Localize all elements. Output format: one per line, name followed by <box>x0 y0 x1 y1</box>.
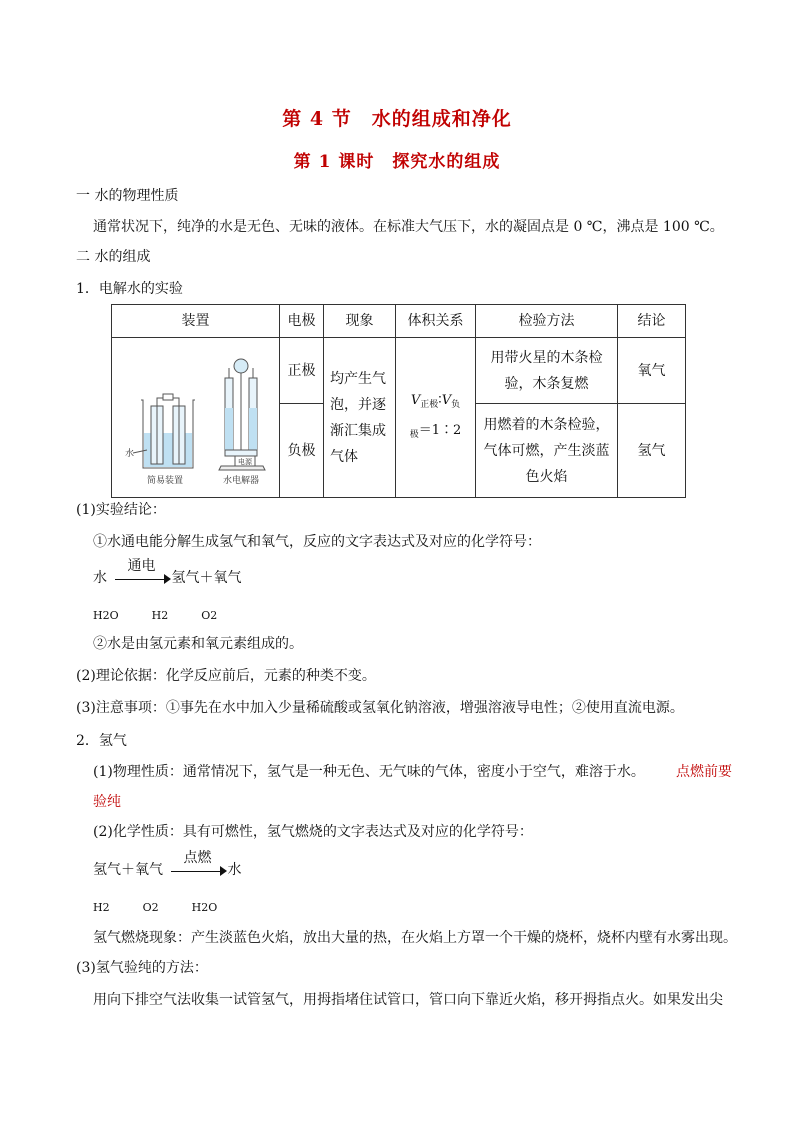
hydrogen-chemical: (2)化学性质：具有可燃性，氢气燃烧的文字表达式及对应的化学符号： <box>93 824 533 840</box>
eq1-symbols <box>93 606 217 626</box>
header-apparatus: 装置 <box>112 305 280 338</box>
conclusion-positive: 氧气 <box>618 338 686 404</box>
header-test: 检验方法 <box>476 305 618 338</box>
eq1-condition: 通电 <box>127 558 156 574</box>
simple-apparatus-label: 简易装置 <box>146 476 183 486</box>
eq1-sym-oxygen: O2 <box>201 609 218 622</box>
eq2-arrow <box>167 850 227 880</box>
eq2-sym-oxygen: O2 <box>142 901 159 914</box>
electrolysis-table <box>111 304 686 498</box>
electrode-positive: 正极 <box>280 338 324 404</box>
combustion-phenomenon: 氢气燃烧现象：产生淡蓝色火焰，放出大量的热，在火焰上方罩一个干燥的烧杯，烧杯内壁有水雾出现。 <box>93 930 737 946</box>
electrolysis-subheading: 1．电解水的实验 <box>76 281 183 297</box>
part1-text: 通常状况下，纯净的水是无色、无味的液体。在标准大气压下，水的凝固点是 0 ℃，沸点是 100 ℃。 <box>93 219 724 235</box>
volume-ratio: ＝1∶2 <box>418 422 462 438</box>
electrolysis-equation <box>93 558 242 588</box>
eq2-sym-water: H2O <box>191 901 218 914</box>
volume-colon: ∶ <box>438 392 442 408</box>
hydrogen-physical: (1)物理性质：通常情况下，氢气是一种无色、无气味的气体，密度小于空气，难溶于水。 <box>93 764 645 780</box>
eq1-arrow <box>111 558 171 588</box>
lesson-title: 第 1 课时 探究水的组成 <box>293 152 501 172</box>
eq1-sym-hydrogen: H2 <box>151 609 169 622</box>
volume-v-negative: V <box>441 392 452 408</box>
conclusion-item2: ②水是由氢元素和氧元素组成的。 <box>93 636 303 652</box>
volume-sub-negative-b: 极 <box>409 429 419 440</box>
purity-heading: (3)氢气验纯的方法： <box>76 960 208 976</box>
section-title: 第 4 节 水的组成和净化 <box>282 108 512 130</box>
hydrogen-heading: 2．氢气 <box>76 733 127 749</box>
purity-note-a: 点燃前要 <box>676 764 732 780</box>
phenomenon-cell: 均产生气泡，并逐渐汇集成气体 <box>324 338 396 498</box>
table-row <box>112 338 686 404</box>
eq2-left: 氢气＋氧气 <box>93 862 163 878</box>
eq2-symbols <box>93 898 217 918</box>
part2-heading: 二 水的组成 <box>76 249 151 265</box>
eq1-sym-water: H2O <box>93 609 119 622</box>
volume-sub-positive: 正极 <box>420 399 439 410</box>
conclusion-label: (1)实验结论： <box>76 502 166 518</box>
header-conclusion: 结论 <box>618 305 686 338</box>
volume-v-positive: V <box>410 392 421 408</box>
test-positive: 用带火星的木条检验，木条复燃 <box>476 338 618 404</box>
eq2-sym-hydrogen: H2 <box>93 901 110 914</box>
table-header-row <box>112 305 686 338</box>
combustion-equation <box>93 850 242 880</box>
volume-sub-negative-a: 负 <box>451 399 461 410</box>
theory-line: (2)理论依据：化学反应前后，元素的种类不变。 <box>76 668 376 684</box>
header-phenomenon: 现象 <box>324 305 396 338</box>
eq1-left: 水 <box>93 570 107 586</box>
water-label: 水 <box>124 449 134 459</box>
conclusion-negative: 氢气 <box>618 404 686 498</box>
electrolysis-apparatus-illustration <box>113 338 279 488</box>
power-label: 电源 <box>237 458 252 466</box>
notes-line: (3)注意事项：①事先在水中加入少量稀硫酸或氢氧化钠溶液，增强溶液导电性；②使用直流电源。 <box>76 700 684 716</box>
electrolyzer-label: 水电解器 <box>222 476 259 486</box>
part1-heading: 一 水的物理性质 <box>76 188 179 204</box>
purity-text: 用向下排空气法收集一试管氢气，用拇指堵住试管口，管口向下靠近火焰，移开拇指点火。如果发出尖 <box>93 992 723 1008</box>
volume-cell <box>396 338 476 498</box>
eq2-condition: 点燃 <box>183 850 212 866</box>
header-volume: 体积关系 <box>396 305 476 338</box>
eq1-right: 氢气＋氧气 <box>171 570 242 586</box>
apparatus-cell <box>112 338 280 498</box>
purity-note-b: 验纯 <box>93 794 121 810</box>
test-negative: 用燃着的木条检验，气体可燃，产生淡蓝色火焰 <box>476 404 618 498</box>
conclusion-item1: ①水通电能分解生成氢气和氧气，反应的文字表达式及对应的化学符号： <box>93 534 541 550</box>
eq2-right: 水 <box>227 862 242 878</box>
header-electrode: 电极 <box>280 305 324 338</box>
electrode-negative: 负极 <box>280 404 324 498</box>
